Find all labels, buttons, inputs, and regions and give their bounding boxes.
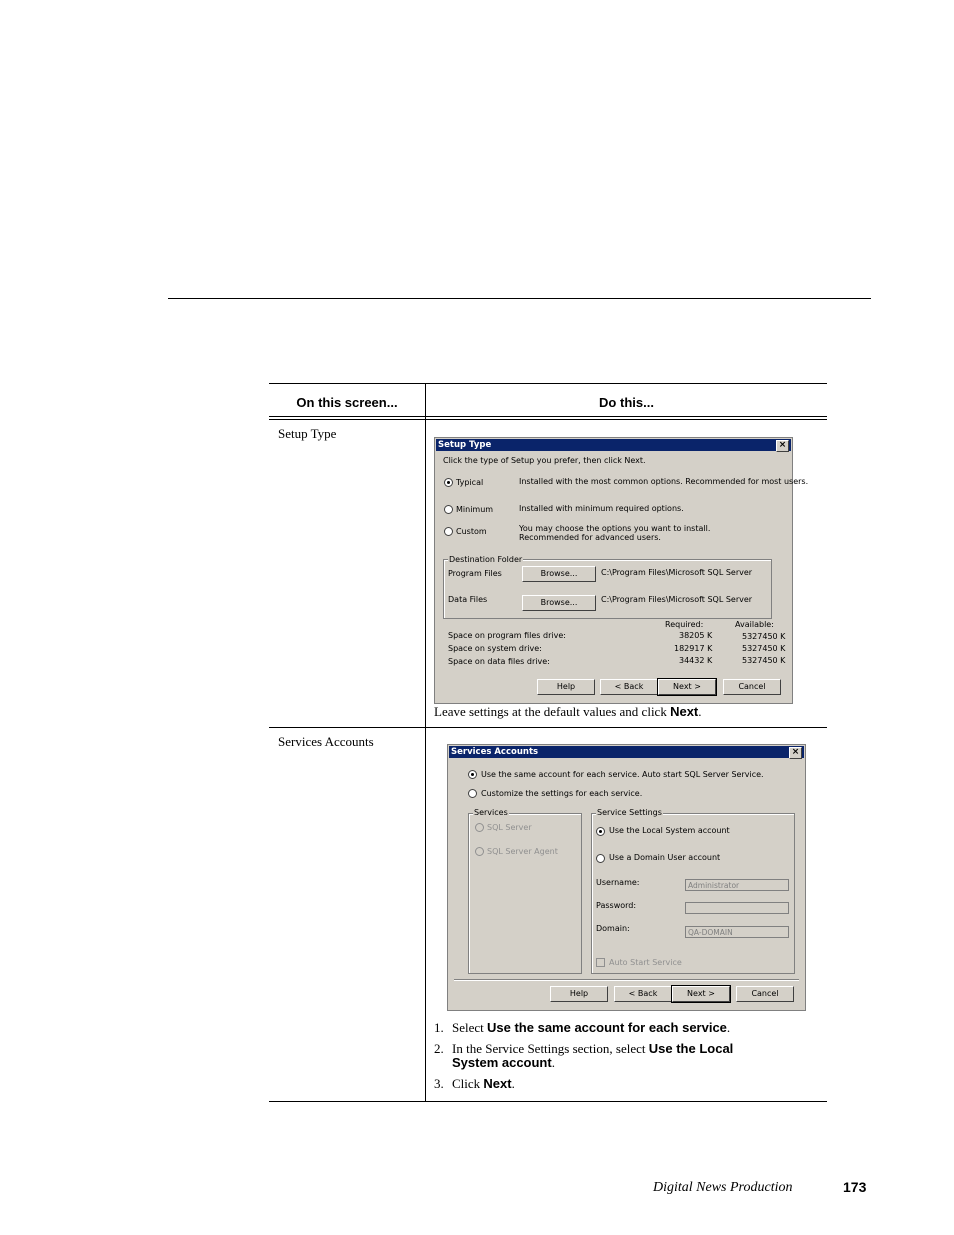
page-number: 173	[843, 1179, 867, 1195]
space-row-required: 38205 K	[679, 631, 713, 640]
custom-desc: You may choose the options you want to install. Recommended for advanced users.	[519, 524, 711, 542]
top-rule	[168, 298, 871, 299]
service-settings-group	[591, 813, 795, 974]
header-rule	[269, 416, 827, 417]
domain-user-label[interactable]: Use a Domain User account	[609, 853, 721, 862]
destination-folder-label: Destination Folder	[449, 555, 523, 564]
help-button[interactable]: Help	[537, 679, 595, 695]
cancel-button[interactable]: Cancel	[736, 986, 794, 1002]
typical-radio[interactable]	[444, 478, 453, 487]
services-group	[468, 813, 582, 974]
password-field[interactable]	[685, 902, 789, 914]
row-label-setup-type: Setup Type	[278, 426, 337, 441]
domain-field[interactable]: QA-DOMAIN	[685, 926, 789, 938]
row-label-services-accounts: Services Accounts	[278, 734, 374, 749]
list-item: 2. In the Service Settings section, select Use the Local System account.	[434, 1041, 734, 1070]
table-header	[269, 383, 827, 420]
space-row-required: 34432 K	[679, 656, 713, 665]
next-button[interactable]: Next >	[658, 679, 716, 695]
space-row-available: 5327450 K	[742, 656, 786, 665]
col-header-action: Do this...	[599, 394, 654, 410]
space-row-available: 5327450 K	[742, 632, 786, 641]
same-account-label[interactable]: Use the same account for each service. Auto start SQL Server Service.	[481, 770, 764, 779]
password-label: Password:	[596, 901, 637, 910]
service-settings-group-label: Service Settings	[597, 808, 662, 817]
space-row-label: Space on system drive:	[448, 644, 542, 653]
local-system-radio[interactable]	[596, 827, 605, 836]
dialog-separator	[454, 979, 799, 981]
footer-title: Digital News Production	[653, 1180, 793, 1195]
custom-radio[interactable]	[444, 527, 453, 536]
row-separator	[269, 727, 827, 728]
same-account-radio[interactable]	[468, 770, 477, 779]
auto-start-checkbox[interactable]	[596, 958, 605, 967]
dialog-titlebar	[449, 746, 804, 758]
table-bottom-rule	[269, 1101, 827, 1102]
space-row-available: 5327450 K	[742, 644, 786, 653]
domain-label: Domain:	[596, 924, 630, 933]
close-icon[interactable]: ×	[776, 440, 789, 452]
back-button[interactable]: < Back	[614, 986, 672, 1002]
setup-type-caption: Leave settings at the default values and click Next.	[434, 704, 702, 719]
browse-program-files-button[interactable]: Browse...	[522, 566, 596, 582]
data-files-path: C:\Program Files\Microsoft SQL Server	[601, 595, 753, 604]
local-system-label[interactable]: Use the Local System account	[609, 826, 730, 835]
minimum-radio[interactable]	[444, 505, 453, 514]
program-files-path: C:\Program Files\Microsoft SQL Server	[601, 568, 753, 577]
sql-agent-radio[interactable]	[475, 847, 484, 856]
custom-label[interactable]: Custom	[456, 527, 487, 536]
header-rule-2	[269, 419, 827, 420]
sql-server-label[interactable]: SQL Server	[487, 823, 532, 832]
auto-start-label[interactable]: Auto Start Service	[609, 958, 682, 967]
list-item: 3. Click Next.	[434, 1076, 515, 1091]
col-header-screen: On this screen...	[296, 394, 398, 410]
dialog-title: Setup Type	[438, 440, 492, 450]
cancel-button[interactable]: Cancel	[723, 679, 781, 695]
required-header: Required:	[665, 620, 704, 629]
services-group-label: Services	[474, 808, 508, 817]
customize-label[interactable]: Customize the settings for each service.	[481, 789, 643, 798]
program-files-label: Program Files	[448, 569, 502, 578]
close-icon[interactable]: ×	[789, 747, 802, 759]
space-row-label: Space on program files drive:	[448, 631, 566, 640]
services-steps-list	[434, 1021, 814, 1098]
customize-radio[interactable]	[468, 789, 477, 798]
setup-instruction: Click the type of Setup you prefer, then click Next.	[443, 456, 646, 465]
browse-data-files-button[interactable]: Browse...	[522, 595, 596, 611]
back-button[interactable]: < Back	[600, 679, 658, 695]
minimum-desc: Installed with minimum required options.	[519, 504, 684, 513]
sql-agent-label[interactable]: SQL Server Agent	[487, 847, 558, 856]
list-item: 1. Select Use the same account for each service.	[434, 1020, 731, 1035]
setup-type-dialog	[434, 437, 809, 704]
dialog-title: Services Accounts	[451, 747, 539, 757]
minimum-label[interactable]: Minimum	[456, 505, 494, 514]
help-button[interactable]: Help	[550, 986, 608, 1002]
next-button[interactable]: Next >	[672, 986, 730, 1002]
typical-label[interactable]: Typical	[456, 478, 484, 487]
dialog-titlebar	[436, 439, 791, 451]
space-row-required: 182917 K	[674, 644, 713, 653]
services-accounts-dialog	[447, 744, 806, 1011]
column-divider	[425, 383, 426, 1102]
typical-desc: Installed with the most common options. Recommended for most users.	[519, 477, 809, 486]
sql-server-radio[interactable]	[475, 823, 484, 832]
domain-user-radio[interactable]	[596, 854, 605, 863]
username-label: Username:	[596, 878, 640, 887]
available-header: Available:	[735, 620, 774, 629]
space-row-label: Space on data files drive:	[448, 657, 550, 666]
username-field[interactable]: Administrator	[685, 879, 789, 891]
data-files-label: Data Files	[448, 595, 488, 604]
